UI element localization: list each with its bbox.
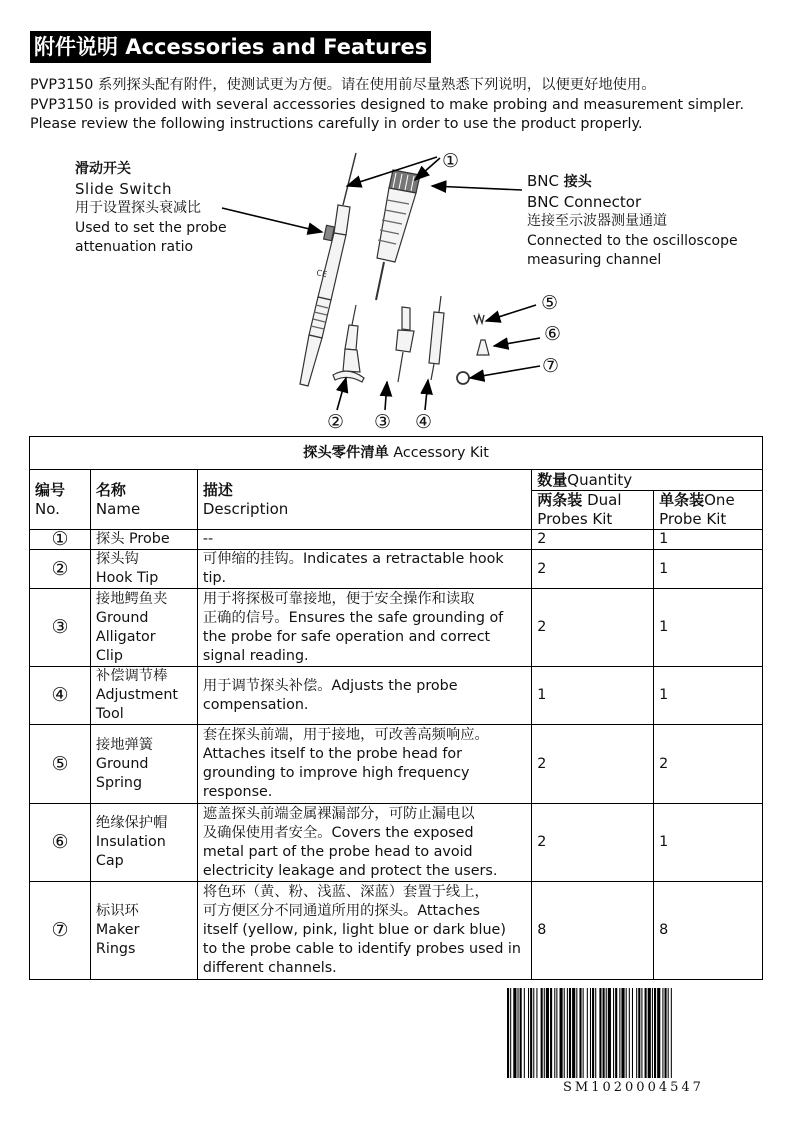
row-qty-one: 1: [654, 589, 763, 667]
slide-switch-zh-title: 滑动开关: [75, 161, 131, 177]
ground-spring-drawing: [474, 315, 484, 323]
row-description-line: different channels.: [202, 960, 337, 976]
row-name: [90, 530, 197, 550]
row-description-line: metal part of the probe head to avoid: [202, 843, 473, 860]
row-qty-one: 8: [654, 882, 763, 980]
insulation-cap-drawing: [477, 340, 489, 355]
barcode-bar: [587, 988, 588, 1078]
row-number: ①: [30, 530, 91, 550]
row-name-line: Tool: [95, 706, 124, 722]
row-name-line: Maker: [95, 922, 140, 938]
header-quantity: [532, 470, 763, 491]
slide-switch-en-title: Slide Switch: [75, 179, 172, 198]
barcode-bar: [569, 988, 571, 1078]
barcode-bar: [572, 988, 575, 1078]
barcode-number: SM1020004547: [563, 1080, 704, 1095]
barcode-bar: [606, 988, 607, 1078]
barcode-bar: [613, 988, 614, 1078]
intro-line-en-2: Please review the following instructions carefully in order to use the product properly.: [30, 116, 643, 132]
row-number: ③: [30, 589, 91, 667]
bnc-label: [527, 172, 738, 271]
header-name-en: Name: [95, 499, 141, 518]
row-description: [197, 530, 531, 550]
callout-arrows: [222, 157, 540, 410]
header-name: [90, 470, 197, 530]
header-qty-zh: 数量: [537, 470, 568, 489]
bnc-zh-title: 接头: [563, 174, 592, 190]
row-qty-one: 1: [654, 804, 763, 882]
row-number: ⑥: [30, 804, 91, 882]
bnc-zh-desc: 连接至示波器测量通道: [527, 213, 667, 229]
barcode-bar: [541, 988, 543, 1078]
row-name: [90, 550, 197, 589]
row-name-line: Hook Tip: [95, 570, 159, 586]
hook-tip-drawing: [333, 305, 364, 382]
barcode-bar: [560, 988, 563, 1078]
barcode-bar: [608, 988, 611, 1078]
adjustment-tool-drawing: [429, 296, 444, 380]
barcode-bar: [662, 988, 663, 1078]
barcode-bar: [510, 988, 511, 1078]
barcode-bar: [654, 988, 656, 1078]
barcode-bar: [520, 988, 522, 1078]
row-name-line: Clip: [95, 647, 123, 664]
row-name: [90, 589, 197, 667]
table-body: [30, 530, 763, 980]
barcode-bar: [536, 988, 537, 1078]
row-qty-dual: 2: [532, 725, 654, 804]
barcode-bar: [528, 988, 529, 1078]
intro-line-zh: PVP3150 系列探头配有附件，使测试更为方便。请在使用前尽量熟悉下列说明，以便更好地使用。: [30, 77, 656, 93]
marker-1: ①: [442, 150, 460, 172]
table-row: [30, 725, 763, 804]
row-name-line: 补偿调节棒: [95, 668, 168, 684]
barcode-bar: [513, 988, 516, 1078]
bnc-connector-drawing: [376, 170, 420, 300]
row-name-line: 探头钩: [95, 551, 139, 567]
header-dual-en: Dual: [587, 491, 622, 509]
marker-3: ③: [374, 411, 392, 433]
barcode-bar: [554, 988, 555, 1078]
row-name-line: 接地鳄鱼夹: [95, 590, 168, 607]
row-qty-dual: 2: [532, 550, 654, 589]
barcode-bar: [518, 988, 519, 1078]
header-dual-kit: [532, 491, 654, 530]
table-caption-zh: 探头零件清单: [303, 444, 389, 461]
page-title: 附件说明 Accessories and Features: [30, 31, 431, 63]
barcode-bar: [595, 988, 596, 1078]
bnc-en-title: BNC Connector: [527, 192, 642, 211]
barcode-bar: [567, 988, 568, 1078]
barcode-bar: [590, 988, 591, 1078]
marker-ring-drawing: [457, 372, 469, 384]
row-description-line: electricity leakage and protect the users.: [202, 862, 498, 879]
header-one-en: One: [704, 491, 735, 509]
accessory-kit-table: [29, 436, 763, 980]
row-description-line: 可方便区分不同通道所用的探头。Attaches: [202, 903, 480, 919]
row-description-line: 用于将探极可靠接地，便于安全操作和读取: [202, 590, 475, 607]
table-row: [30, 804, 763, 882]
alligator-clip-drawing: [396, 307, 414, 382]
barcode-bar: [579, 988, 581, 1078]
table-row: [30, 550, 763, 589]
barcode-bar: [583, 988, 584, 1078]
barcode-bar: [564, 988, 565, 1078]
row-description-line: signal reading.: [202, 647, 309, 664]
barcode-bar: [621, 988, 624, 1078]
barcode-bar: [533, 988, 534, 1078]
barcode-bar: [576, 988, 577, 1078]
row-qty-one: 1: [654, 550, 763, 589]
barcode-bar: [524, 988, 525, 1078]
table-row: [30, 667, 763, 725]
bnc-title-prefix: BNC: [527, 172, 564, 190]
table-row: [30, 589, 763, 667]
bnc-en-desc-1: Connected to the oscilloscope: [527, 232, 738, 249]
row-description-line: 正确的信号。Ensures the safe grounding of: [202, 609, 504, 626]
header-one-kit: [654, 491, 763, 530]
barcode-bar: [648, 988, 651, 1078]
barcode-bar: [626, 988, 627, 1078]
table-caption-row: [30, 437, 763, 470]
row-description: [197, 725, 531, 804]
row-description-line: the probe for safe operation and correct: [202, 628, 491, 645]
row-name: [90, 667, 197, 725]
row-description: [197, 804, 531, 882]
row-name-line: 接地弹簧: [95, 736, 154, 753]
barcode-image: [505, 988, 751, 1080]
row-qty-dual: 8: [532, 882, 654, 980]
row-name-line: 探头 Probe: [95, 531, 170, 547]
slide-switch-zh-desc: 用于设置探头衰减比: [75, 200, 201, 216]
row-name: [90, 804, 197, 882]
table-caption-en: Accessory Kit: [393, 444, 489, 461]
marker-5: ⑤: [541, 292, 559, 314]
header-dual-zh: 两条装: [537, 491, 583, 509]
row-name: [90, 882, 197, 980]
barcode-bar: [556, 988, 557, 1078]
row-description-line: to the probe cable to identify probes used in: [202, 941, 521, 957]
row-description-line: tip.: [202, 570, 227, 586]
barcode-bar: [668, 988, 669, 1078]
row-name-line: Spring: [95, 774, 143, 791]
barcode-bar: [619, 988, 620, 1078]
row-description-line: 将色环（黄、粉、浅蓝、深蓝）套置于线上，: [202, 884, 489, 900]
barcode-bar: [641, 988, 642, 1078]
row-number: ⑦: [30, 882, 91, 980]
marker-7: ⑦: [542, 355, 560, 377]
row-description: [197, 667, 531, 725]
barcode-bar: [530, 988, 532, 1078]
barcode-bar: [599, 988, 601, 1078]
row-description: [197, 589, 531, 667]
row-description-line: 及确保使用者安全。Covers the exposed: [202, 824, 474, 841]
row-qty-dual: 1: [532, 667, 654, 725]
intro-line-en-1: PVP3150 is provided with several accessories designed to make probing and measurement simpler.: [30, 96, 745, 113]
row-description-line: Attaches itself to the probe head for: [202, 746, 463, 762]
header-qty-en: Quantity: [567, 470, 633, 489]
header-no-zh: 编号: [35, 480, 66, 499]
barcode-bar: [507, 988, 509, 1078]
row-name-line: 标识环: [95, 903, 139, 919]
row-name-line: Cap: [95, 853, 124, 869]
header-no: [30, 470, 91, 530]
header-desc-zh: 描述: [202, 480, 233, 499]
barcode-bar: [636, 988, 637, 1078]
table-header-row: [30, 470, 763, 491]
slide-switch-en-desc-2: attenuation ratio: [75, 239, 194, 255]
header-name-zh: 名称: [95, 480, 126, 499]
row-name-line: 绝缘保护帽: [95, 815, 168, 831]
row-number: ②: [30, 550, 91, 589]
slide-switch-en-desc-1: Used to set the probe: [75, 219, 227, 236]
row-description-line: itself (yellow, pink, light blue or dark blue): [202, 922, 506, 938]
row-description-line: response.: [202, 784, 273, 800]
header-one-en2: Probe Kit: [659, 510, 727, 528]
header-description: [197, 470, 531, 530]
header-one-zh: 单条装: [659, 491, 705, 509]
marker-4: ④: [415, 411, 433, 433]
row-description-line: grounding to improve high frequency: [202, 765, 470, 781]
barcode-bar: [657, 988, 660, 1078]
row-name-line: Rings: [95, 941, 136, 957]
table-row: [30, 882, 763, 980]
bnc-en-desc-2: measuring channel: [527, 252, 662, 268]
row-description-line: 可伸缩的挂钩。Indicates a retractable hook: [202, 551, 504, 567]
barcode-bar: [544, 988, 545, 1078]
barcode-bar: [615, 988, 617, 1078]
row-description-line: 用于调节探头补偿。Adjusts the probe: [202, 677, 458, 694]
marker-6: ⑥: [544, 323, 562, 345]
row-name-line: Ground: [95, 755, 149, 772]
row-name-line: Insulation: [95, 834, 166, 850]
barcode-bar: [632, 988, 633, 1078]
slide-switch-label: [75, 160, 227, 258]
table-row: [30, 530, 763, 550]
header-no-en: No.: [35, 499, 60, 518]
row-qty-one: 1: [654, 530, 763, 550]
row-qty-one: 1: [654, 667, 763, 725]
barcode-bar: [638, 988, 640, 1078]
barcode-bar: [671, 988, 672, 1078]
barcode-bar: [603, 988, 605, 1078]
row-description-line: compensation.: [202, 696, 309, 713]
row-qty-dual: 2: [532, 530, 654, 550]
row-number: ④: [30, 667, 91, 725]
row-qty-dual: 2: [532, 589, 654, 667]
row-name-line: Ground: [95, 609, 149, 626]
header-dual-en2: Probes Kit: [537, 510, 613, 528]
barcode-bar: [652, 988, 653, 1078]
barcode-bar: [546, 988, 549, 1078]
row-description: [197, 550, 531, 589]
row-name-line: Adjustment: [95, 687, 179, 703]
row-qty-one: 2: [654, 725, 763, 804]
barcode-bar: [665, 988, 667, 1078]
barcode-bar: [550, 988, 552, 1078]
row-description-line: 遮盖探头前端金属裸漏部分，可防止漏电以: [202, 805, 475, 822]
row-description: [197, 882, 531, 980]
row-qty-dual: 2: [532, 804, 654, 882]
row-name-line: Alligator: [95, 628, 156, 645]
row-description-line: --: [202, 531, 214, 547]
barcode-bar: [645, 988, 647, 1078]
header-desc-en: Description: [202, 499, 289, 518]
svg-text:CE: CE: [315, 268, 328, 280]
table-caption: [30, 437, 763, 470]
barcode-bar: [629, 988, 630, 1078]
row-number: ⑤: [30, 725, 91, 804]
row-name: [90, 725, 197, 804]
marker-2: ②: [327, 411, 345, 433]
barcode-bar: [592, 988, 594, 1078]
row-description-line: 套在探头前端，用于接地，可改善高频响应。: [202, 727, 489, 743]
